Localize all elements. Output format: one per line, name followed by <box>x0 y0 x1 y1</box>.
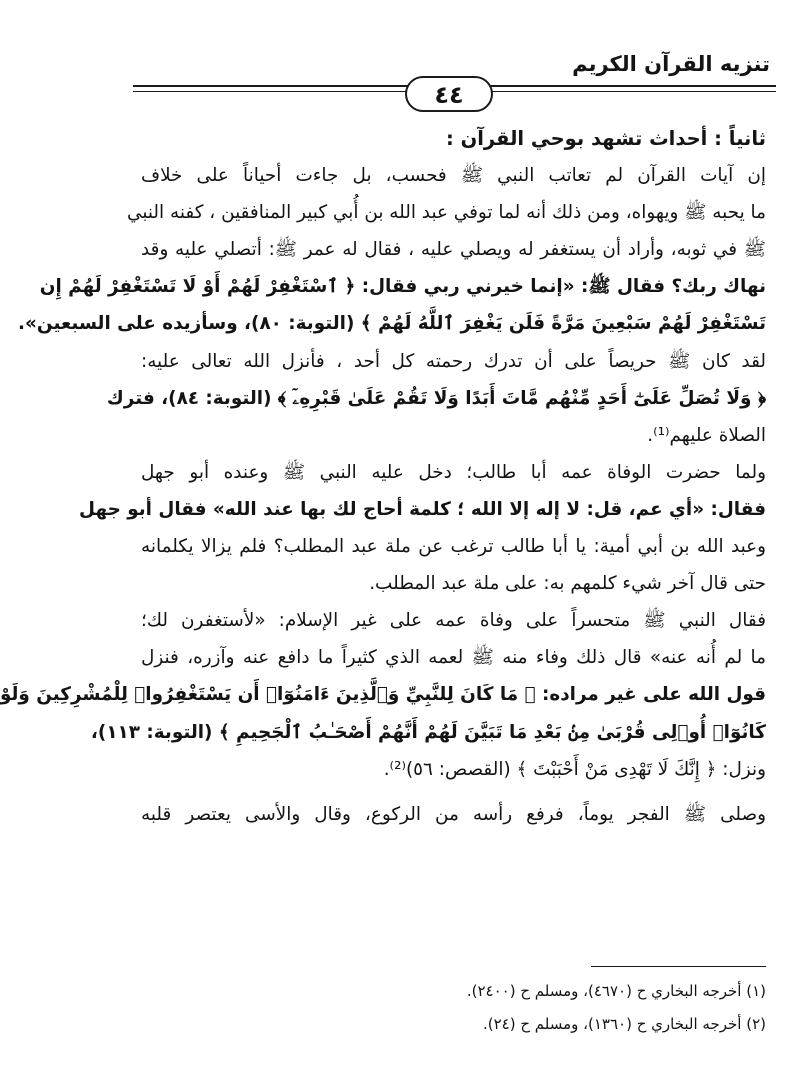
body-line: لقد كان ﷺ حريصاً على أن تدرك رحمته كل أحد ، فأنزل الله تعالى عليه: <box>141 350 766 372</box>
body-line: حتى قال آخر شيء كلمهم به: على ملة عبد المطلب. <box>369 573 766 595</box>
body-line: فقال: «أي عم، قل: لا إله إلا الله ؛ كلمة أحاج لك بها عند الله» فقال أبو جهل <box>79 498 766 520</box>
body-line: ولما حضرت الوفاة عمه أبا طالب؛ دخل عليه النبي ﷺ وعنده أبو جهل <box>141 461 766 483</box>
running-title: تنزيه القرآن الكريم <box>572 52 770 76</box>
section-heading: ثانياً : أحداث تشهد بوحي القرآن : <box>446 127 766 150</box>
body-line: كَانُوٓا۟ أُو۟لِى قُرْبَىٰ مِنۢ بَعْدِ مَا تَبَيَّنَ لَهُمْ أَنَّهُمْ أَصْحَـٰبُ ٱلْجَحِيمِ ﴾ (التوبة: ١١٣)، <box>90 721 766 743</box>
footnote-1: (١) أخرجه البخاري ح (٤٦٧٠)، ومسلم ح (٢٤٠٠). <box>466 982 766 1000</box>
footnotes <box>141 975 766 1041</box>
body-line: فقال النبي ﷺ متحسراً على وفاة عمه على غير الإسلام: «لأستغفرن لك؛ <box>141 610 766 632</box>
page-number: ٤٤ <box>405 76 493 112</box>
body-line: ما يحبه ﷺ ويهواه، ومن ذلك أنه لما توفي عبد الله بن أُبي كبير المنافقين ، كفنه النبي <box>127 202 766 224</box>
body-line: ﷺ في ثوبه، وأراد أن يستغفر له ويصلي عليه ، فقال له عمر ﷺ: أتصلي عليه وقد <box>141 239 766 261</box>
footnote-2: (٢) أخرجه البخاري ح (١٣٦٠)، ومسلم ح (٢٤). <box>482 1015 766 1033</box>
body-line: الصلاة عليهم⁽¹⁾. <box>647 424 766 446</box>
body-line: وعبد الله بن أبي أمية: يا أبا طالب ترغب عن ملة عبد المطلب؟ فلم يزالا يكلمانه <box>141 536 766 558</box>
body-line: قول الله على غير مراده: ﴿ مَا كَانَ لِلنَّبِيِّ وَٱلَّذِينَ ءَامَنُوٓا۟ أَن يَسْتَغْفِرُوا۟ لِلْمُشْرِكِينَ وَلَوْ <box>0 684 766 706</box>
body-line: ونزل: ﴿ إِنَّكَ لَا تَهْدِى مَنْ أَحْبَبْتَ ﴾ (القصص: ٥٦)⁽²⁾. <box>383 758 766 780</box>
body-text <box>0 120 766 833</box>
body-line: وصلى ﷺ الفجر يوماً، فرفع رأسه من الركوع، وقال والأسى يعتصر قلبه <box>141 803 766 825</box>
body-line: إن آيات القرآن لم تعاتب النبي ﷺ فحسب، بل جاءت أحياناً على خلاف <box>141 165 766 187</box>
body-line: ﴿ وَلَا تُصَلِّ عَلَىٰٓ أَحَدٍ مِّنْهُم مَّاتَ أَبَدًا وَلَا تَقُمْ عَلَىٰ قَبْرِهِۦٓ ﴾ (التوبة: ٨٤)، فترك <box>106 387 766 409</box>
body-line: نهاك ربك؟ فقال ﷺ: «إنما خيرني ربي فقال: ﴿ ٱسْتَغْفِرْ لَهُمْ أَوْ لَا تَسْتَغْفِرْ لَهُمْ إِن <box>39 276 766 298</box>
footnote-rule <box>591 966 766 967</box>
body-line: ما لم أُنه عنه» قال ذلك وفاء منه ﷺ لعمه الذي كثيراً ما دافع عنه وآزره، فنزل <box>141 647 766 669</box>
body-line: تَسْتَغْفِرْ لَهُمْ سَبْعِينَ مَرَّةً فَلَن يَغْفِرَ ٱللَّهُ لَهُمْ ﴾ (التوبة: ٨٠)، وسأزيده على السبعين». <box>18 313 766 335</box>
